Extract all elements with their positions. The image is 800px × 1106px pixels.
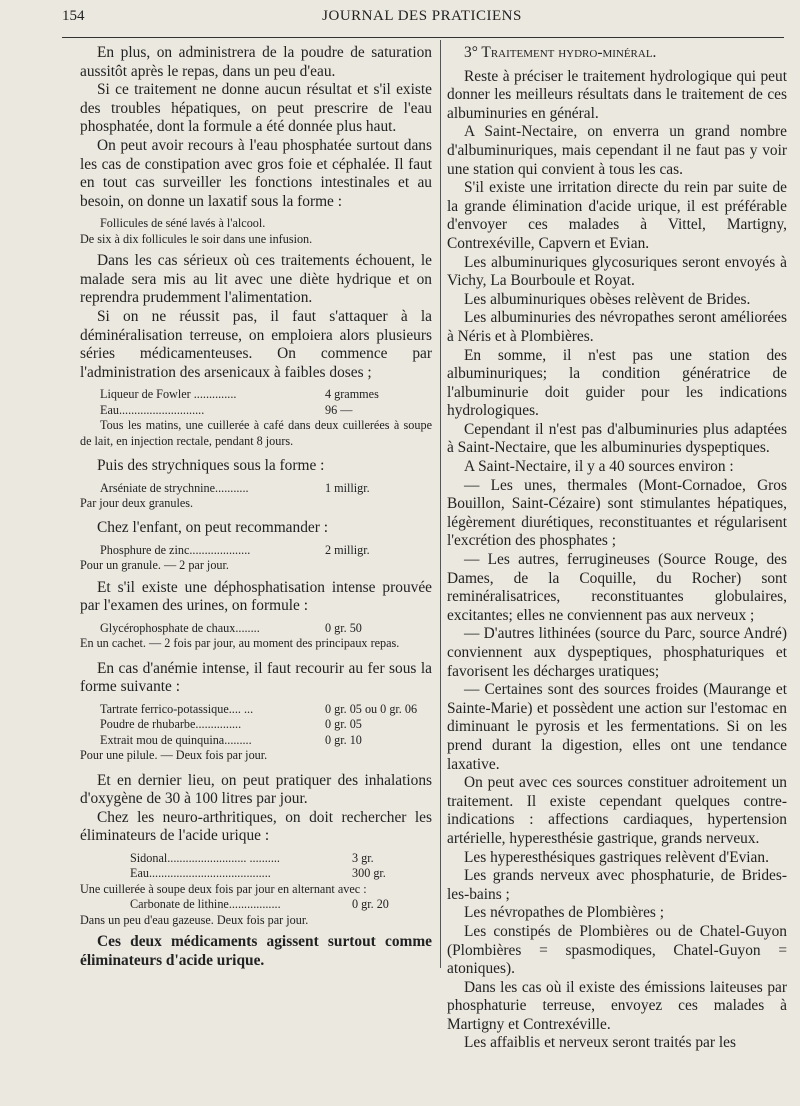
prescription-line (80, 866, 432, 881)
prescription-line (80, 481, 432, 496)
dose: 96 — (325, 402, 353, 417)
prescription-line (80, 403, 432, 418)
paragraph: — Les unes, thermales (Mont-Cornadoe, Gros Bouillon, Saint-Cézaire) sont stimulantes hépatiques, légèrement diurétiques, reconstituantes et régularisent l'excrétion des phosphates ; (447, 476, 787, 550)
ingredient: Sidonal.......................... .......... (130, 850, 280, 865)
ingredient: Glycérophosphate de chaux........ (100, 620, 260, 635)
paragraph: Les affaiblis et nerveux seront traités par les (464, 1034, 736, 1052)
paragraph: — Certaines sont des sources froides (Maurange et Sainte-Marie) et possèdent une action sur l'estomac en diminuant le pyrosis et les fermentations. Si on les prend durant la digestion, elles ont une tendance laxative. (447, 681, 787, 773)
dose: 0 gr. 05 ou 0 gr. 06 (325, 701, 418, 716)
ingredient: Phosphure de zinc.................... (100, 542, 251, 557)
paragraph: Puis des strychniques sous la forme : (97, 456, 325, 474)
ingredient: Arséniate de strychnine........... (100, 480, 249, 495)
column-divider (440, 40, 441, 968)
paragraph: On peut avoir recours à l'eau phosphatée surtout dans les cas de constipation avec gros foie et céphalée. Il faut en tout cas surveiller les fonctions intestinales et au besoin, on donne un laxatif sous la forme : (80, 136, 432, 210)
prescription-line (80, 387, 432, 402)
paragraph: En plus, on administrera de la poudre de saturation aussitôt après le repas, dans un peu d'eau. (80, 44, 432, 80)
right-column (447, 44, 787, 1053)
ingredient: Carbonate de lithine................. (130, 897, 281, 912)
paragraph: Les albuminuriques glycosuriques seront envoyés à Vichy, La Bourboule et Royat. (447, 253, 787, 290)
paragraph: On peut avec ces sources constituer adroitement un traitement. Il existe cependant quelques contre-indications : affections cardiaques, hypertension artérielle, hyperesthésie gastrique, grands nerveux. (447, 774, 787, 847)
prescription-line (80, 702, 432, 717)
prescription-line (80, 621, 432, 636)
paragraph: Et en dernier lieu, on peut pratiquer des inhalations d'oxygène de 30 à 100 litres par jour. (80, 771, 432, 808)
paragraph: Et s'il existe une déphosphatisation intense prouvée par l'examen des urines, on formule : (80, 578, 432, 615)
paragraph: Les névropathes de Plombières ; (464, 904, 665, 922)
dose: 0 gr. 10 (325, 732, 362, 747)
dose: 2 milligr. (325, 542, 370, 557)
prescription-note: Une cuillerée à soupe deux fois par jour en alternant avec : (80, 881, 367, 896)
dose: 3 gr. (352, 850, 374, 865)
prescription-note: Pour une pilule. — Deux fois par jour. (80, 748, 268, 763)
prescription-note: Pour un granule. — 2 par jour. (80, 558, 229, 573)
paragraph: En somme, il n'est pas une station des albuminuriques; la condition génératrice de l'albuminurie doit guider pour les indications hydrologiques. (447, 346, 787, 420)
ingredient: Extrait mou de quinquina......... (100, 732, 252, 747)
ingredient: Liqueur de Fowler .............. (100, 387, 237, 402)
paragraph: Les albuminuries des névropathes seront améliorées à Néris et à Plombières. (447, 309, 787, 345)
paragraph: Les grands nerveux avec phosphaturie, de Brides-les-bains ; (447, 867, 787, 903)
paragraph: Si on ne réussit pas, il faut s'attaquer à la déminéralisation terreuse, on emploiera alors plusieurs séries médicamenteuses. On commence par l'administration des arsenicaux à faibles doses ; (80, 307, 432, 381)
paragraph: A Saint-Nectaire, on enverra un grand nombre d'albuminuriques, mais cependant il ne faut pas y voir une station qui convient à tous les cas. (447, 123, 787, 178)
prescription-line (80, 897, 432, 912)
left-column (80, 44, 432, 970)
paragraph: Les albuminuriques obèses relèvent de Brides. (464, 290, 751, 308)
paragraph: — Les autres, ferrugineuses (Source Rouge, des Dames, de la Coquille, du Rocher) sont reminéralisatrices, reconstituantes globulaires, excitantes; elles ne conviennent pas aux nerveux ; (447, 551, 787, 624)
ingredient: Poudre de rhubarbe............... (100, 717, 242, 732)
prescription-note: Par jour deux granules. (80, 495, 194, 510)
dose: 0 gr. 50 (325, 620, 362, 635)
paragraph: Les hyperesthésiques gastriques relèvent d'Evian. (464, 848, 769, 866)
paragraph: S'il existe une irritation directe du rein par suite de la grande élimination d'acide urique, il est préférable d'envoyer ces malades à Vittel, Martigny, Contrexéville, Capvern et Evian. (447, 179, 787, 252)
dose: 1 milligr. (325, 480, 370, 495)
paragraph: Dans les cas où il existe des émissions laiteuses par phosphaturie terreuse, envoyez ces malades à Martigny et Contrexéville. (447, 978, 787, 1033)
ingredient: Eau........................................ (130, 866, 271, 881)
journal-title: JOURNAL DES PRATICIENS (322, 8, 522, 24)
prescription-line (80, 733, 432, 748)
paragraph: Chez l'enfant, on peut recommander : (97, 519, 328, 537)
prescription-note: En un cachet. — 2 fois par jour, au moment des principaux repas. (80, 636, 400, 651)
prescription-line (80, 717, 432, 732)
paragraph: Les constipés de Plombières ou de Chatel-Guyon (Plombières = spasmodiques, Chatel-Guyon = atoniques). (447, 922, 787, 978)
dose: 0 gr. 20 (352, 897, 389, 912)
paragraph: — D'autres lithinées (source du Parc, source André) conviennent aux dyspeptiques, phosphaturiques et favorisent les décharges uratiques; (447, 625, 787, 680)
dose: 4 grammes (325, 387, 379, 402)
ingredient: Eau............................ (100, 402, 205, 417)
paragraph: En cas d'anémie intense, il faut recourir au fer sous la forme suivante : (80, 659, 432, 696)
dose: 300 gr. (352, 866, 386, 881)
prescription-note: Dans un peu d'eau gazeuse. Deux fois par jour. (80, 912, 309, 927)
prescription-line (80, 851, 432, 866)
prescription-line (80, 543, 432, 558)
page-header (62, 8, 782, 34)
paragraph: A Saint-Nectaire, il y a 40 sources environ : (464, 458, 734, 476)
prescription-line: Follicules de séné lavés à l'alcool. (100, 216, 266, 231)
prescription-note: De six à dix follicules le soir dans une infusion. (80, 231, 313, 246)
header-rule (62, 37, 784, 38)
page-number: 154 (62, 8, 85, 24)
prescription-note: Tous les matins, une cuillerée à café dans deux cuillerées à soupe de lait, en injection rectale, pendant 8 jours. (80, 418, 432, 448)
section-heading: 3° Traitement hydro-minéral. (464, 44, 657, 61)
ingredient: Tartrate ferrico-potassique.... ... (100, 701, 254, 716)
paragraph: Cependant il n'est pas d'albuminuries plus adaptées à Saint-Nectaire, que les albuminuries dyspeptiques. (447, 420, 787, 457)
paragraph: Ces deux médicaments agissent surtout comme éliminateurs d'acide urique. (80, 932, 432, 969)
paragraph: Dans les cas sérieux où ces traitements échouent, le malade sera mis au lit avec une diète hydrique et on reprendra prudemment l'alimentation. (80, 252, 432, 307)
paragraph: Si ce traitement ne donne aucun résultat et s'il existe des troubles hépatiques, on peut prescrire de l'eau phosphatée, dont la formule a été donnée plus haut. (80, 81, 432, 136)
paragraph: Chez les neuro-arthritiques, on doit rechercher les éliminateurs de l'acide urique : (80, 808, 432, 845)
dose: 0 gr. 05 (325, 717, 362, 732)
paragraph: Reste à préciser le traitement hydrologique qui peut donner les meilleurs résultats dans le traitement de ces albuminuries en général. (447, 67, 787, 122)
